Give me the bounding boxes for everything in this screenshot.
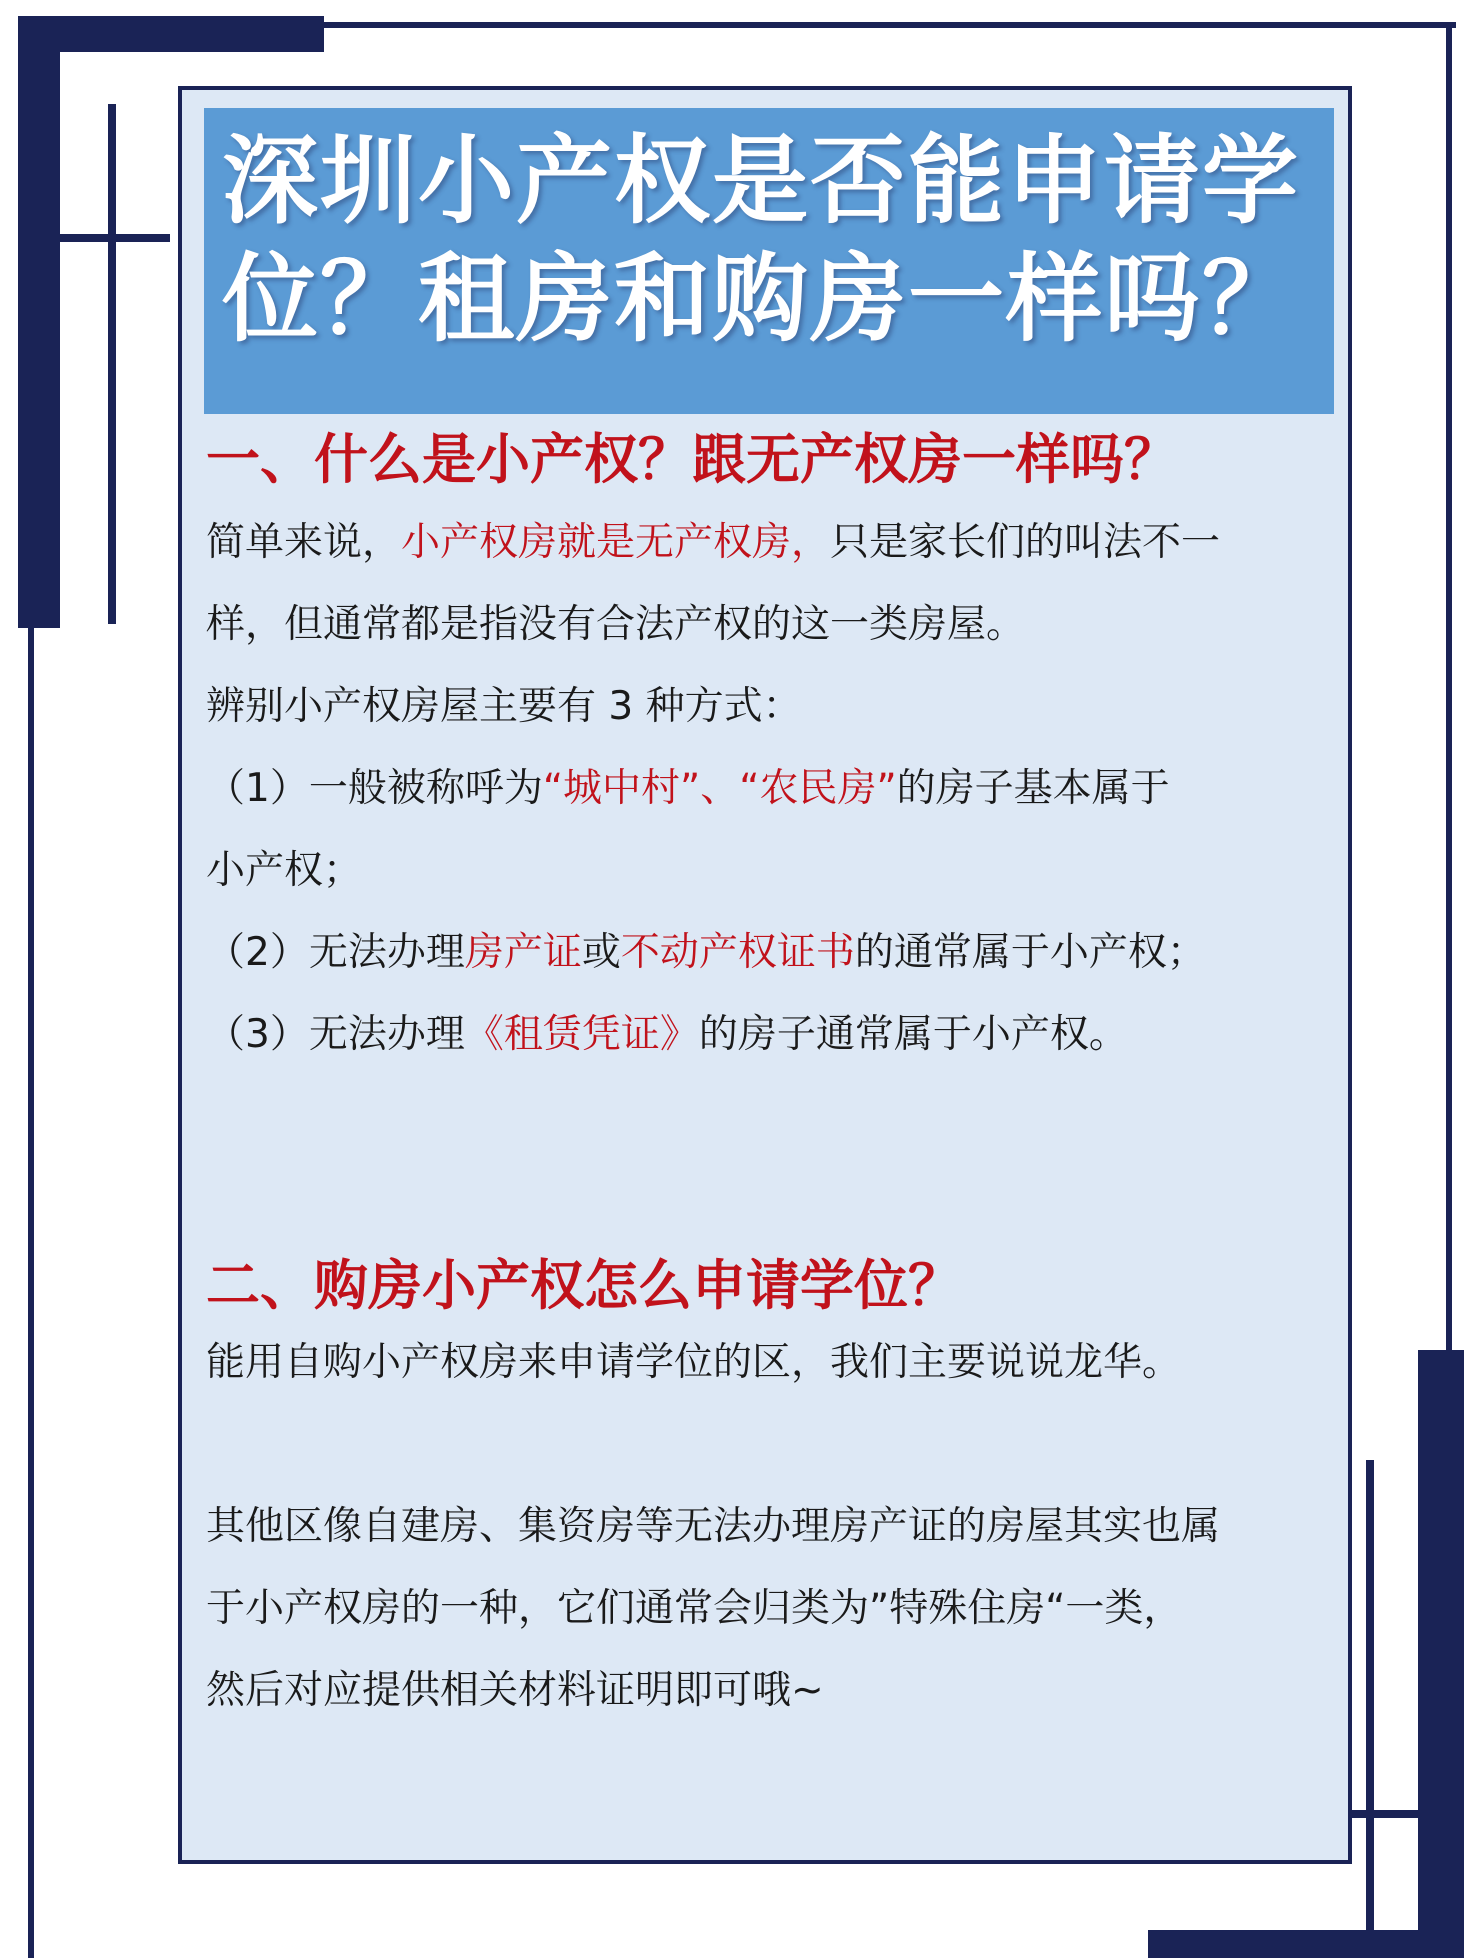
section-2-paragraph-2-line-1: 其他区像自建房、集资房等无法办理房产证的房屋其实也属 bbox=[206, 1504, 1221, 1549]
section-1 bbox=[206, 424, 1336, 1076]
text: （2）无法办理 bbox=[206, 930, 465, 975]
text: 简单来说， bbox=[206, 520, 402, 565]
highlight-text: 《租赁凭证》 bbox=[464, 1012, 699, 1057]
frame-top-left-vertical bbox=[18, 16, 60, 628]
text: 只是家长们的叫法不一 bbox=[830, 520, 1221, 565]
section-2 bbox=[206, 1250, 1336, 1732]
section-1-paragraph-2: 辨别小产权房屋主要有 3 种方式： bbox=[206, 684, 802, 729]
frame-bottom-right-vertical bbox=[1418, 1350, 1464, 1958]
highlight-text: “城中村”、“农民房” bbox=[542, 766, 897, 811]
frame-top-left-horizontal bbox=[18, 16, 324, 52]
frame-bottom-right-thin-vertical bbox=[1366, 1460, 1374, 1958]
title-banner bbox=[204, 108, 1334, 414]
list-item-1-line-1 bbox=[206, 748, 1336, 830]
page-title-line-1: 深圳小产权是否能申请学 bbox=[222, 125, 1300, 237]
text: 的通常属于小产权； bbox=[854, 930, 1206, 975]
list-item-2 bbox=[206, 912, 1336, 994]
frame-top-left-thin-vertical bbox=[108, 104, 116, 624]
frame-top-left-cross bbox=[60, 234, 170, 242]
text: （3）无法办理 bbox=[206, 1012, 465, 1057]
frame-bottom-right-horizontal bbox=[1148, 1930, 1464, 1958]
text: 的房子基本属于 bbox=[896, 766, 1170, 811]
section-2-paragraph-2-line-3: 然后对应提供相关材料证明即可哦~ bbox=[206, 1668, 824, 1713]
section-1-paragraph-1-line-1 bbox=[206, 502, 1336, 584]
section-1-paragraph-1-line-2: 样，但通常都是指没有合法产权的这一类房屋。 bbox=[206, 602, 1026, 647]
section-2-paragraph-1: 能用自购小产权房来申请学位的区，我们主要说说龙华。 bbox=[206, 1340, 1182, 1385]
highlight-text: 小产权房就是无产权房， bbox=[401, 520, 831, 565]
list-item-3 bbox=[206, 994, 1336, 1076]
section-2-heading: 二、购房小产权怎么申请学位？ bbox=[206, 1254, 962, 1317]
frame-left-line bbox=[28, 628, 34, 1958]
frame-right-line bbox=[1446, 22, 1452, 1352]
highlight-text: 不动产权证书 bbox=[620, 930, 855, 975]
content-card bbox=[178, 86, 1352, 1864]
highlight-text: 房产证 bbox=[464, 930, 582, 975]
text: （1）一般被称呼为 bbox=[206, 766, 543, 811]
section-2-paragraph-2-line-2: 于小产权房的一种，它们通常会归类为”特殊住房“一类， bbox=[206, 1586, 1183, 1631]
frame-top-line bbox=[324, 22, 1456, 28]
text: 或 bbox=[581, 930, 621, 975]
section-1-heading: 一、什么是小产权？跟无产权房一样吗？ bbox=[206, 428, 1178, 491]
text: 的房子通常属于小产权。 bbox=[698, 1012, 1128, 1057]
page-title-line-2: 位？租房和购房一样吗？ bbox=[222, 243, 1300, 355]
list-item-1-line-2: 小产权； bbox=[206, 848, 363, 893]
